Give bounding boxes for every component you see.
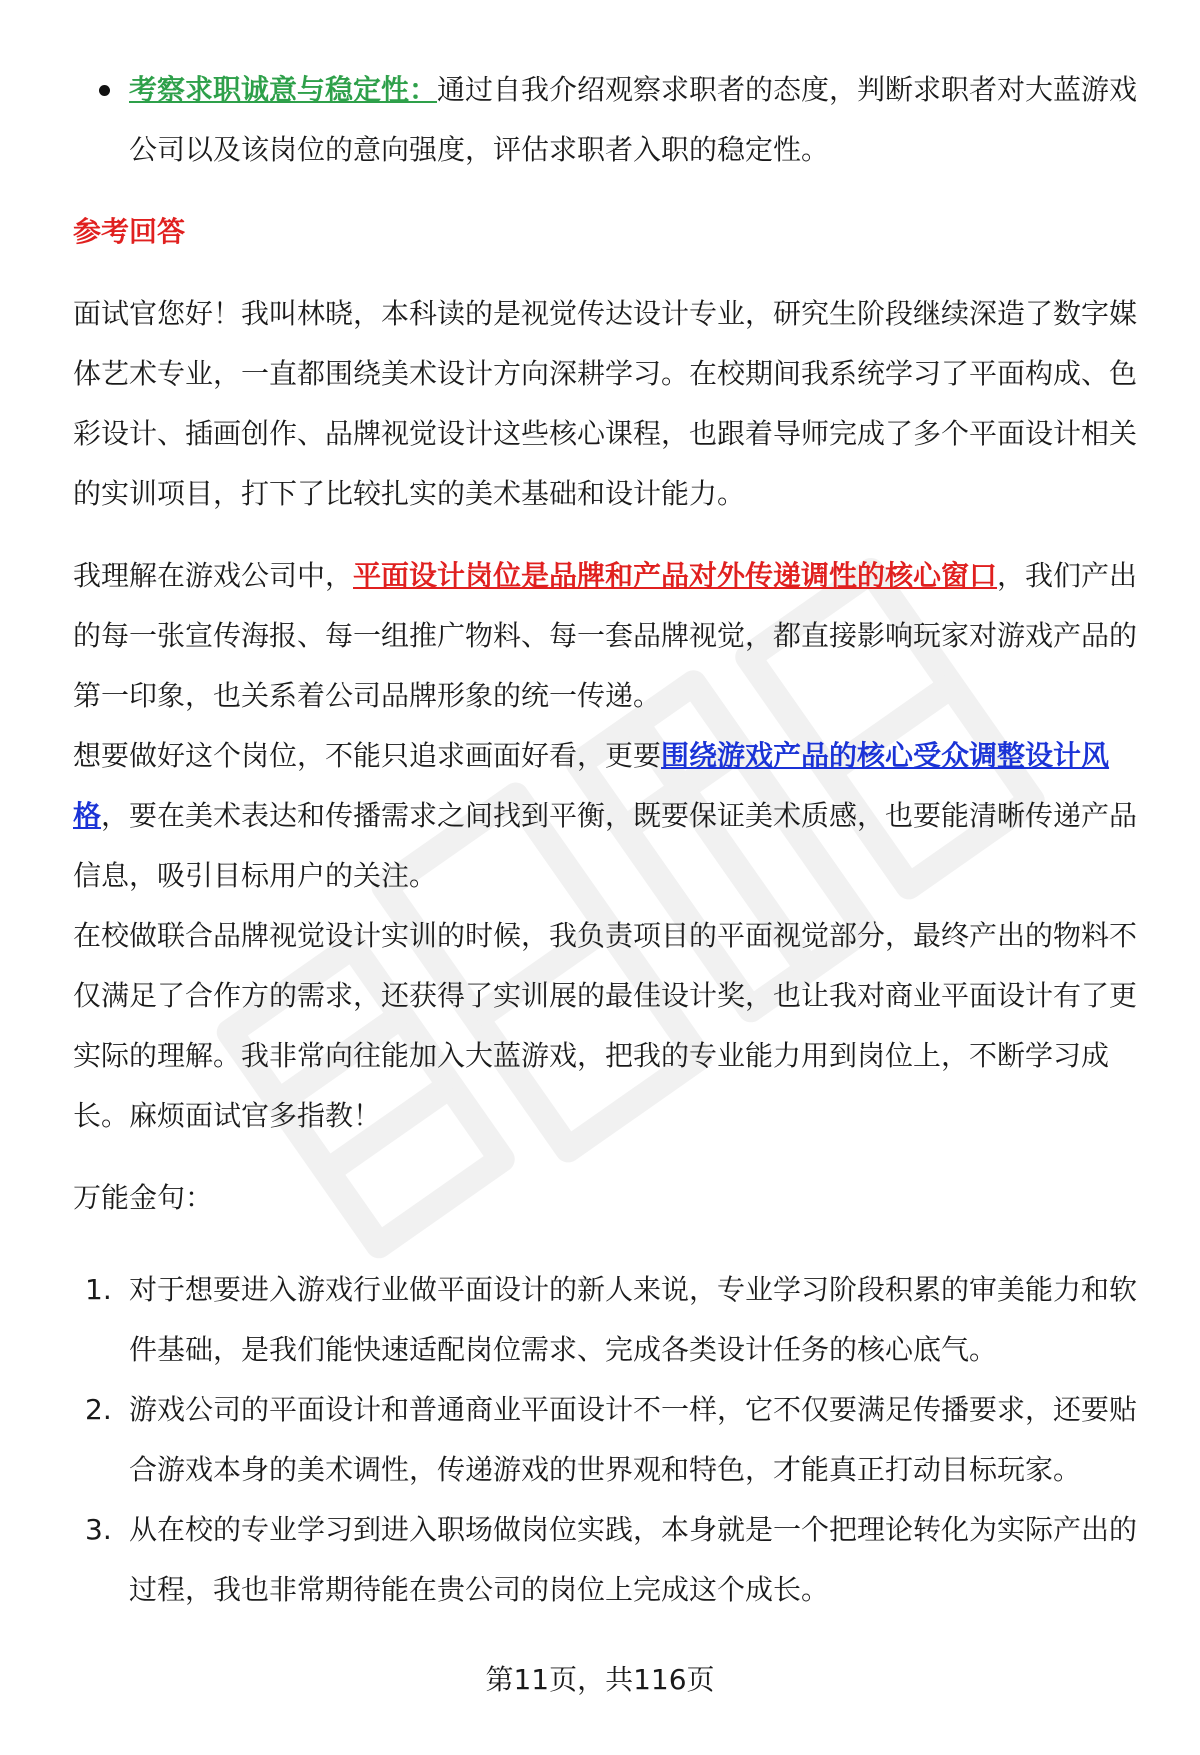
stability-keyword: 考察求职诚意与稳定性： bbox=[129, 73, 438, 106]
para2-highlight: 平面设计岗位是品牌和产品对外传递调性的核心窗口 bbox=[353, 559, 998, 592]
list-number: 1. bbox=[85, 1273, 112, 1306]
list-item-text: 对于想要进入游戏行业做平面设计的新人来说，专业学习阶段积累的审美能力和软件基础，是我们能快速适配岗位需求、完成各类设计任务的核心底气。 bbox=[129, 1273, 1138, 1366]
list-item bbox=[73, 1500, 1148, 1620]
list-item bbox=[73, 1260, 1148, 1380]
para3-prefix: 想要做好这个岗位，不能只追求画面好看，更要 bbox=[73, 739, 662, 772]
document-content bbox=[73, 60, 1148, 1620]
answer-paragraph-3 bbox=[73, 726, 1148, 906]
page-footer bbox=[0, 1660, 1200, 1700]
bullet-dot bbox=[99, 85, 110, 96]
answer-paragraph-2 bbox=[73, 546, 1148, 726]
answer-paragraph-1: 面试官您好！我叫林晓，本科读的是视觉传达设计专业，研究生阶段继续深造了数字媒体艺术专业，一直都围绕美术设计方向深耕学习。在校期间我系统学习了平面构成、色彩设计、插画创作、品牌视觉设计这些核心课程，也跟着导师完成了多个平面设计相关的实训项目，打下了比较扎实的美术基础和设计能力。 bbox=[73, 297, 1138, 510]
para3-highlight: 围绕游戏产品的核心受众调整设计风格 bbox=[73, 739, 1110, 832]
intro-bullet bbox=[73, 60, 1148, 180]
golden-sentences-label: 万能金句： bbox=[73, 1181, 214, 1214]
list-number: 3. bbox=[85, 1513, 112, 1546]
list-number: 2. bbox=[85, 1393, 112, 1426]
para3-suffix: ，要在美术表达和传播需求之间找到平衡，既要保证美术质感，也要能清晰传递产品信息，吸引目标用户的关注。 bbox=[73, 799, 1138, 892]
list-item-text: 游戏公司的平面设计和普通商业平面设计不一样，它不仅要满足传播要求，还要贴合游戏本身的美术调性，传递游戏的世界观和特色，才能真正打动目标玩家。 bbox=[129, 1393, 1138, 1486]
answer-paragraph-4: 在校做联合品牌视觉设计实训的时候，我负责项目的平面视觉部分，最终产出的物料不仅满足了合作方的需求，还获得了实训展的最佳设计奖，也让我对商业平面设计有了更实际的理解。我非常向往能加入大蓝游戏，把我的专业能力用到岗位上，不断学习成长。麻烦面试官多指教！ bbox=[73, 919, 1138, 1132]
golden-sentences-list bbox=[73, 1260, 1148, 1620]
page-number-label: 第11页，共116页 bbox=[485, 1663, 715, 1696]
reference-answer-title: 参考回答 bbox=[73, 215, 186, 248]
para2-suffix: ，我们产出的每一张宣传海报、每一组推广物料、每一套品牌视觉，都直接影响玩家对游戏产品的第一印象，也关系着公司品牌形象的统一传递。 bbox=[73, 559, 1138, 712]
intro-bullet-text: 通过自我介绍观察求职者的态度，判断求职者对大蓝游戏公司以及该岗位的意向强度，评估求职者入职的稳定性。 bbox=[129, 73, 1138, 166]
list-item-text: 从在校的专业学习到进入职场做岗位实践，本身就是一个把理论转化为实际产出的过程，我也非常期待能在贵公司的岗位上完成这个成长。 bbox=[129, 1513, 1138, 1606]
list-item bbox=[73, 1380, 1148, 1500]
para2-prefix: 我理解在游戏公司中， bbox=[73, 559, 354, 592]
